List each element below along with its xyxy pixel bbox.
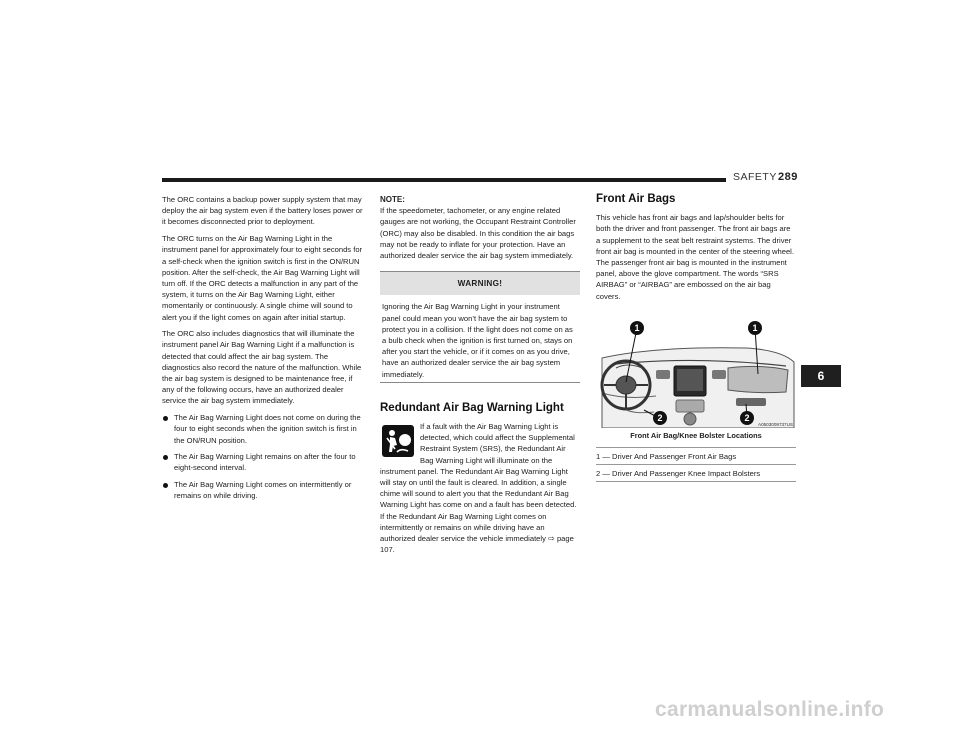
- page-number: 289: [778, 171, 798, 183]
- bullet-list: [162, 412, 364, 501]
- header-rule: [162, 178, 726, 182]
- image-code: A0503009737US: [758, 421, 793, 427]
- bullet-icon: [163, 455, 168, 460]
- column-1: [162, 194, 364, 507]
- note-title: NOTE:: [380, 195, 405, 204]
- warning-box: [380, 271, 580, 383]
- section-heading: Front Air Bags: [596, 193, 676, 205]
- paragraph: The ORC also includes diagnostics that will illuminate the instrument panel Air Bag Warning Light if a malfunction is detected that could affect the air bag system. The diagnostics also record the nature of the malfunction. While the air bag system is designed to be maintenance free, if any of the following occurs, have an authorized dealer service the air bag system immediately.: [162, 329, 362, 406]
- dashboard-figure: [596, 318, 796, 428]
- list-item: The Air Bag Warning Light remains on after the four to eight-second interval.: [162, 451, 364, 473]
- warning-text: Ignoring the Air Bag Warning Light in your instrument panel could mean you won’t have the air bag system to protect you in a collision. If the light does not come on as a bulb check when the ignition is first turned on, stays on after you start the vehicle, or if it comes on as you drive, have an authorized dealer service the air bag system immediately.: [382, 302, 573, 379]
- figure-caption: Front Air Bag/Knee Bolster Locations: [630, 430, 762, 440]
- dashboard-illustration: [596, 318, 796, 428]
- callout-marker: 1: [748, 321, 762, 335]
- section-heading: Redundant Air Bag Warning Light: [380, 401, 564, 414]
- note-text: If the speedometer, tachometer, or any engine related gauges are not working, the Occupant Restraint Controller (ORC) may also be disabled. In this condition the air bags may not be ready to inflate for your protection. Have an authorized dealer service the air bag system immediately.: [380, 206, 576, 261]
- bullet-icon: [163, 483, 168, 488]
- redundant-paragraph: If a fault with the Air Bag Warning Light is detected, which could affect the Supplemental Restraint System (SRS), the Redundant Air Bag Warning Light will illuminate on the instrument panel. The Redundant Air Bag Warning Light will stay on until the fault is cleared. In addition, a single chime will sound to alert you that the Redundant Air Bag Warning Light has come on and a fault has been detected. If the Redundant Air Bag Warning Light comes on intermittently or remains on while driving have an authorized dealer service the vehicle immediately ⇨ page 107.: [380, 422, 577, 555]
- legend-item: 1 — Driver And Passenger Front Air Bags: [596, 447, 796, 465]
- callout-marker: 1: [630, 321, 644, 335]
- chapter-tab: 6: [801, 365, 841, 387]
- warning-title: WARNING!: [380, 272, 580, 295]
- paragraph: The ORC turns on the Air Bag Warning Light in the instrument panel for approximately four to eight seconds for a self-check when the ignition switch is first in the ON/RUN position. After the self-check, the Air Bag Warning Light will turn off. If the ORC detects a malfunction in any part of the system, it turns on the Air Bag Warning Light, either momentarily or continuously. A single chime will sound to alert you if the light comes on again after initial startup.: [162, 234, 363, 322]
- callout-marker: 2: [740, 411, 754, 425]
- section-name: SAFETY: [733, 171, 777, 183]
- list-item: The Air Bag Warning Light does not come on during the four to eight seconds when the ignition switch is first in the ON/RUN position.: [162, 412, 364, 446]
- airbag-warning-icon: [382, 425, 414, 457]
- callout-marker: 2: [653, 411, 667, 425]
- page-link-arrow-icon: ⇨: [548, 534, 557, 544]
- legend-item: 2 — Driver And Passenger Knee Impact Bolsters: [596, 465, 796, 482]
- column-2: [380, 194, 580, 555]
- paragraph: The ORC contains a backup power supply system that may deploy the air bag system even if the battery loses power or it becomes disconnected prior to deployment.: [162, 195, 363, 227]
- page-reference-link[interactable]: page 107.: [380, 534, 574, 555]
- column-3: [596, 194, 796, 482]
- paragraph: This vehicle has front air bags and lap/shoulder belts for both the driver and front passenger. The front air bags are a supplement to the seat belt restraint systems. The driver front air bag is mounted in the center of the steering wheel. The passenger front air bag is mounted in the instrument panel, above the glove compartment. The words “SRS AIRBAG” or “AIRBAG” are embossed on the air bag covers.: [596, 213, 794, 301]
- watermark: carmanualsonline.info: [655, 698, 885, 721]
- bullet-icon: [163, 416, 168, 421]
- list-item: The Air Bag Warning Light comes on intermittently or remains on while driving.: [162, 479, 364, 501]
